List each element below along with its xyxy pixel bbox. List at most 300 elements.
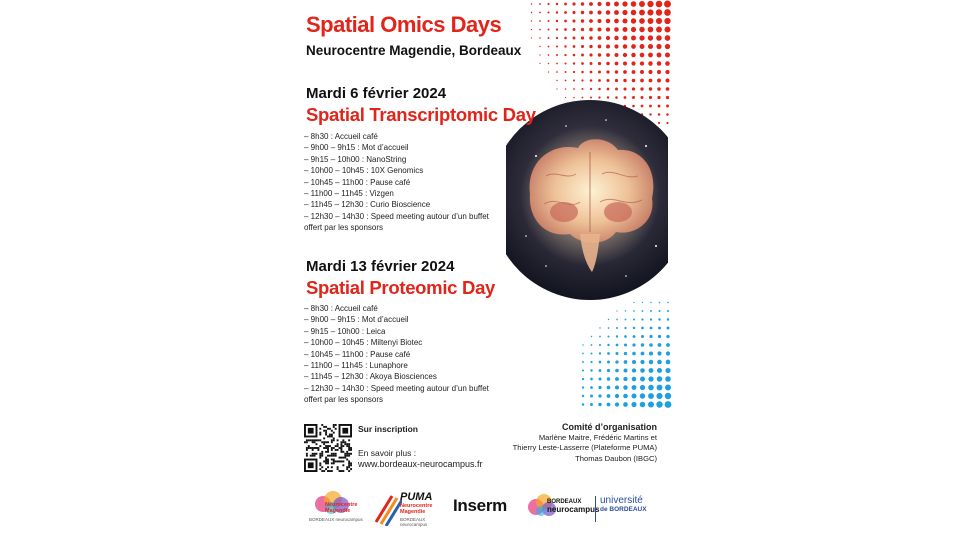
- halftone-dot: [582, 386, 584, 388]
- universite-bordeaux-logo: [595, 496, 664, 522]
- halftone-dot: [665, 385, 671, 391]
- schedule-item: – 10h45 – 11h00 : Pause café: [304, 177, 411, 187]
- halftone-dot: [548, 37, 550, 39]
- halftone-dot: [648, 27, 654, 33]
- inscription-label: Sur inscription: [358, 424, 418, 434]
- halftone-dot: [590, 71, 593, 74]
- halftone-dot: [539, 63, 540, 64]
- halftone-dot: [657, 87, 661, 91]
- halftone-dot: [649, 79, 653, 83]
- schedule-item: – 9h00 – 9h15 : Mot d’accueil: [304, 143, 409, 153]
- halftone-dot: [565, 80, 567, 82]
- halftone-dot: [582, 361, 584, 363]
- halftone-dot: [589, 11, 593, 15]
- halftone-dot: [665, 401, 672, 408]
- halftone-dot: [623, 44, 627, 48]
- halftone-dot: [649, 87, 652, 90]
- logo-text: BORDEAUX: [547, 499, 582, 505]
- halftone-dot: [614, 10, 619, 15]
- halftone-dot: [591, 344, 593, 346]
- halftone-dot: [539, 37, 541, 39]
- halftone-dot: [659, 310, 661, 312]
- halftone-dot: [648, 401, 654, 407]
- neurocentre-subtext: BORDEAUX neurocampus: [309, 517, 363, 522]
- halftone-dot: [598, 79, 601, 82]
- halftone-dot: [589, 28, 593, 32]
- halftone-dot: [658, 343, 662, 347]
- halftone-dot: [598, 62, 601, 65]
- halftone-dot: [548, 71, 549, 72]
- schedule-item: – 11h00 – 11h45 : Vizgen: [304, 189, 394, 199]
- halftone-dot: [657, 351, 661, 355]
- halftone-dot: [615, 79, 618, 82]
- halftone-dot: [531, 3, 532, 4]
- schedule-item: – 9h15 – 10h00 : Leica: [304, 326, 386, 336]
- halftone-dot: [623, 53, 627, 57]
- halftone-dot: [667, 327, 670, 330]
- halftone-dot: [615, 88, 618, 91]
- halftone-dot: [581, 11, 584, 14]
- halftone-dot: [564, 62, 566, 64]
- halftone-dot: [641, 335, 644, 338]
- puma-stripes-icon: [372, 492, 402, 526]
- puma-subtext2: BORDEAUX neurocampus: [400, 517, 428, 527]
- day2-title: Spatial Proteomic Day: [306, 277, 496, 298]
- halftone-dot: [641, 343, 644, 346]
- halftone-dot: [625, 310, 626, 311]
- schedule-item: – 9h15 – 10h00 : NanoString: [304, 154, 407, 164]
- more-info-label: En savoir plus :: [358, 448, 417, 458]
- halftone-dot: [581, 2, 585, 6]
- halftone-dot: [649, 351, 653, 355]
- committee-line: Thierry Leste-Lasserre (Plateforme PUMA): [512, 443, 657, 452]
- day2-schedule: [304, 303, 489, 406]
- halftone-dot: [598, 70, 601, 73]
- halftone-dot: [582, 395, 584, 397]
- halftone-dot: [631, 402, 636, 407]
- halftone-dot: [598, 386, 601, 389]
- halftone-dot: [648, 385, 654, 391]
- halftone-dot: [590, 403, 593, 406]
- halftone-dot: [581, 54, 584, 57]
- halftone-dot: [606, 27, 610, 31]
- halftone-dot: [599, 336, 601, 338]
- halftone-dot: [665, 376, 671, 382]
- committee-line: Marlène Maitre, Frédéric Martins et: [538, 432, 657, 442]
- halftone-dot: [623, 70, 627, 74]
- halftone-dot: [581, 88, 583, 90]
- halftone-dot: [607, 344, 609, 346]
- halftone-dot: [598, 28, 602, 32]
- halftone-dot: [582, 369, 584, 371]
- halftone-dot: [606, 62, 610, 66]
- universite-subtext: de BORDEAUX: [600, 506, 647, 513]
- halftone-dot: [614, 19, 619, 24]
- halftone-dot: [640, 87, 643, 90]
- halftone-dot: [631, 27, 636, 32]
- halftone-dot: [615, 70, 618, 73]
- halftone-dot: [607, 88, 610, 91]
- halftone-dot: [615, 385, 619, 389]
- halftone-dot: [648, 376, 653, 381]
- halftone-dot: [624, 352, 627, 355]
- halftone-dot: [623, 79, 626, 82]
- halftone-dot: [607, 361, 610, 364]
- halftone-dot: [573, 88, 575, 90]
- halftone-dot: [565, 71, 567, 73]
- halftone-dot: [599, 369, 602, 372]
- halftone-dot: [632, 87, 635, 90]
- halftone-dot: [556, 71, 558, 73]
- halftone-dot: [656, 27, 662, 33]
- halftone-dot: [640, 368, 645, 373]
- halftone-dot: [665, 70, 669, 74]
- halftone-dot: [631, 36, 636, 41]
- website-link[interactable]: www.bordeaux-neurocampus.fr: [358, 459, 483, 469]
- halftone-dot: [623, 87, 626, 90]
- halftone-dot: [665, 27, 671, 33]
- event-location: Neurocentre Magendie, Bordeaux: [306, 43, 522, 58]
- day1-schedule: [304, 131, 489, 234]
- halftone-dot: [564, 20, 567, 23]
- halftone-dot: [639, 35, 644, 40]
- halftone-dot: [564, 3, 567, 6]
- halftone-dot: [606, 70, 609, 73]
- halftone-dot: [640, 360, 644, 364]
- halftone-dot: [657, 360, 662, 365]
- halftone-dot: [667, 318, 669, 320]
- halftone-dot: [624, 344, 627, 347]
- halftone-dot: [666, 335, 669, 338]
- halftone-dot: [589, 36, 593, 40]
- halftone-dot: [657, 368, 662, 373]
- halftone-dot: [615, 402, 619, 406]
- halftone-dot: [616, 344, 619, 347]
- halftone-dot: [615, 369, 619, 373]
- halftone-dot: [556, 20, 558, 22]
- halftone-dot: [649, 360, 653, 364]
- halftone-dot: [598, 403, 601, 406]
- halftone-dot: [597, 10, 601, 14]
- halftone-dot: [590, 378, 593, 381]
- halftone-dot: [589, 2, 593, 6]
- halftone-dot: [639, 18, 645, 24]
- halftone-dot: [597, 2, 601, 6]
- halftone-dot: [607, 352, 610, 355]
- halftone-dot: [641, 352, 645, 356]
- halftone-dot: [633, 327, 635, 329]
- halftone-dot: [650, 318, 652, 320]
- halftone-dot: [590, 386, 593, 389]
- halftone-dot: [598, 394, 601, 397]
- halftone-dot: [649, 343, 653, 347]
- halftone-dot: [614, 44, 618, 48]
- halftone-dot: [632, 377, 637, 382]
- puma-text: PUMA: [400, 491, 433, 503]
- halftone-dot: [615, 352, 618, 355]
- halftone-dot: [614, 27, 619, 32]
- halftone-dot: [632, 368, 636, 372]
- halftone-dot: [564, 54, 566, 56]
- schedule-item: offert par les sponsors: [304, 395, 384, 405]
- day1-date: Mardi 6 février 2024: [306, 85, 447, 102]
- halftone-dot: [666, 87, 670, 91]
- halftone-dot: [556, 80, 557, 81]
- halftone-dot: [539, 12, 541, 14]
- halftone-dot: [599, 344, 601, 346]
- halftone-dot: [623, 377, 627, 381]
- halftone-dot: [607, 403, 611, 407]
- schedule-item: – 12h30 – 14h30 : Speed meeting autour d’un buffet: [304, 211, 489, 221]
- halftone-dot: [615, 53, 619, 57]
- halftone-dot: [665, 35, 671, 41]
- halftone-dot: [664, 9, 671, 16]
- halftone-dot: [548, 29, 550, 31]
- halftone-dot: [590, 79, 593, 82]
- halftone-dot: [564, 11, 567, 14]
- halftone-dot: [633, 335, 636, 338]
- halftone-dot: [656, 44, 661, 49]
- halftone-dot: [606, 2, 611, 7]
- halftone-dot: [614, 36, 618, 40]
- halftone-dot: [666, 360, 671, 365]
- halftone-dot: [590, 361, 592, 363]
- halftone-dot: [539, 29, 541, 31]
- halftone-dot: [581, 45, 584, 48]
- halftone-dot: [614, 2, 619, 7]
- halftone-dot: [623, 385, 627, 389]
- halftone-dot: [615, 377, 619, 381]
- halftone-dot: [599, 327, 600, 328]
- halftone-dot: [640, 61, 644, 65]
- halftone-dot: [623, 402, 628, 407]
- halftone-dot: [641, 318, 643, 320]
- halftone-dot: [640, 402, 646, 408]
- halftone-dot: [608, 319, 609, 320]
- halftone-dot: [547, 20, 549, 22]
- halftone-dot: [631, 53, 635, 57]
- halftone-dot: [631, 1, 637, 7]
- halftone-dot: [572, 2, 575, 5]
- halftone-dot: [657, 61, 662, 66]
- halftone-dot: [539, 20, 541, 22]
- halftone-dot: [607, 394, 611, 398]
- halftone-dot: [665, 368, 670, 373]
- halftone-dot: [556, 28, 558, 30]
- puma-subtext: [400, 503, 432, 515]
- halftone-dot: [624, 369, 628, 373]
- halftone-dot: [656, 393, 662, 399]
- halftone-dot: [582, 378, 584, 380]
- schedule-item: – 10h45 – 11h00 : Pause café: [304, 349, 411, 359]
- halftone-dot: [581, 19, 584, 22]
- halftone-dot: [648, 35, 653, 40]
- halftone-dot: [572, 19, 575, 22]
- halftone-dot: [639, 10, 645, 16]
- halftone-dot: [539, 3, 541, 5]
- halftone-dot: [564, 28, 567, 31]
- halftone-dot: [615, 394, 619, 398]
- schedule-item: offert par les sponsors: [304, 223, 384, 233]
- halftone-dot: [573, 37, 576, 40]
- halftone-dot: [591, 336, 592, 337]
- halftone-dot: [623, 36, 628, 41]
- schedule-item: – 10h00 – 10h45 : 10X Genomics: [304, 166, 424, 176]
- halftone-dot: [564, 45, 566, 47]
- logo-text: Magendie: [325, 508, 351, 514]
- halftone-dot: [590, 88, 592, 90]
- halftone-dot: [582, 403, 585, 406]
- halftone-dot: [640, 377, 645, 382]
- halftone-dot: [649, 368, 654, 373]
- halftone-dot: [622, 18, 627, 23]
- halftone-dot: [590, 395, 593, 398]
- halftone-dot: [624, 360, 628, 364]
- halftone-dot: [665, 393, 671, 399]
- halftone-dot: [607, 369, 610, 372]
- halftone-dot: [581, 71, 584, 74]
- halftone-dot: [556, 54, 558, 56]
- halftone-dot: [648, 53, 653, 58]
- halftone-dot: [573, 79, 575, 81]
- halftone-dot: [632, 352, 636, 356]
- halftone-dot: [666, 343, 670, 347]
- halftone-dot: [632, 79, 636, 83]
- brain-illustration: [506, 96, 668, 306]
- halftone-dot: [606, 36, 610, 40]
- halftone-dot: [616, 319, 618, 321]
- halftone-dot: [565, 88, 567, 90]
- halftone-dot: [665, 61, 670, 66]
- halftone-dot: [572, 11, 575, 14]
- halftone-dot: [648, 61, 652, 65]
- logo-text: Neurocentre: [400, 503, 433, 509]
- halftone-dot: [531, 29, 532, 30]
- poster: [289, 0, 673, 540]
- day1-title: Spatial Transcriptomic Day: [306, 104, 536, 125]
- halftone-dot: [666, 79, 670, 83]
- logo-text: Neurocentre: [325, 502, 358, 508]
- halftone-dot: [640, 385, 645, 390]
- halftone-dot: [582, 344, 583, 345]
- puma-logo: [372, 490, 442, 530]
- logo-text: Magendie: [400, 509, 426, 515]
- halftone-dot: [598, 45, 602, 49]
- schedule-item: – 11h00 – 11h45 : Lunaphore: [304, 361, 408, 371]
- committee-title: Comité d’organisation: [561, 422, 657, 432]
- halftone-dot: [548, 46, 550, 48]
- halftone-dot: [633, 310, 635, 312]
- halftone-dot: [632, 360, 636, 364]
- halftone-dot: [598, 377, 601, 380]
- halftone-dot: [632, 70, 636, 74]
- halftone-dot: [648, 70, 652, 74]
- universite-text: université: [600, 495, 643, 506]
- halftone-dot: [607, 386, 611, 390]
- halftone-dot: [606, 10, 611, 15]
- halftone-dot: [599, 361, 602, 364]
- schedule-item: – 11h45 – 12h30 : Akoya Biosciences: [304, 372, 437, 382]
- halftone-dot: [590, 369, 592, 371]
- halftone-dot: [547, 3, 549, 5]
- halftone-dot: [665, 53, 670, 58]
- halftone-dot: [608, 327, 610, 329]
- halftone-dot: [564, 37, 567, 40]
- halftone-dot: [657, 79, 661, 83]
- halftone-dot: [622, 1, 627, 6]
- halftone-dot: [607, 79, 610, 82]
- halftone-dot: [667, 310, 669, 312]
- halftone-dot: [656, 1, 663, 8]
- halftone-dot: [531, 37, 532, 38]
- halftone-dot: [531, 20, 532, 21]
- halftone-dot: [664, 18, 670, 24]
- qr-code[interactable]: [304, 424, 352, 472]
- logo-text: neurocampus: [547, 505, 600, 514]
- halftone-dot: [607, 335, 609, 337]
- halftone-dot: [573, 45, 576, 48]
- halftone-dot: [581, 28, 584, 31]
- halftone-dot: [573, 62, 575, 64]
- halftone-dot: [664, 1, 671, 8]
- halftone-dot: [598, 88, 601, 91]
- halftone-dot: [631, 44, 636, 49]
- halftone-dot: [556, 63, 558, 65]
- halftone-dot: [589, 53, 592, 56]
- halftone-dot: [656, 35, 662, 41]
- halftone-dot: [647, 9, 653, 15]
- halftone-dot: [658, 335, 661, 338]
- halftone-dot: [556, 11, 558, 13]
- halftone-dot: [648, 18, 654, 24]
- halftone-dot: [648, 44, 653, 49]
- halftone-dot: [656, 401, 662, 407]
- halftone-dot: [656, 9, 662, 15]
- halftone-dot: [589, 45, 592, 48]
- halftone-dot: [606, 53, 610, 57]
- halftone-dot: [539, 46, 540, 47]
- halftone-dot: [631, 393, 636, 398]
- halftone-dot: [616, 335, 618, 337]
- halftone-dot: [590, 352, 592, 354]
- halftone-dot: [648, 393, 654, 399]
- halftone-dot: [633, 318, 635, 320]
- halftone-dot: [615, 360, 618, 363]
- halftone-dot: [616, 310, 617, 311]
- inserm-logo: Inserm: [453, 496, 507, 515]
- halftone-dot: [657, 70, 661, 74]
- halftone-dot: [631, 61, 635, 65]
- blue-halftone-pattern: [579, 290, 673, 410]
- halftone-dot: [531, 12, 532, 13]
- halftone-dot: [556, 37, 558, 39]
- halftone-dot: [623, 62, 627, 66]
- halftone-dot: [665, 44, 670, 49]
- halftone-dot: [640, 79, 644, 83]
- halftone-dot: [657, 376, 662, 381]
- committee: [513, 422, 657, 464]
- halftone-dot: [640, 393, 645, 398]
- halftone-dot: [598, 36, 602, 40]
- halftone-dot: [640, 44, 645, 49]
- schedule-item: – 8h30 : Accueil café: [304, 132, 378, 141]
- halftone-dot: [640, 70, 644, 74]
- halftone-dot: [624, 327, 626, 329]
- halftone-dot: [606, 45, 610, 49]
- halftone-dot: [647, 1, 653, 7]
- halftone-dot: [556, 88, 557, 89]
- halftone-dot: [666, 351, 670, 355]
